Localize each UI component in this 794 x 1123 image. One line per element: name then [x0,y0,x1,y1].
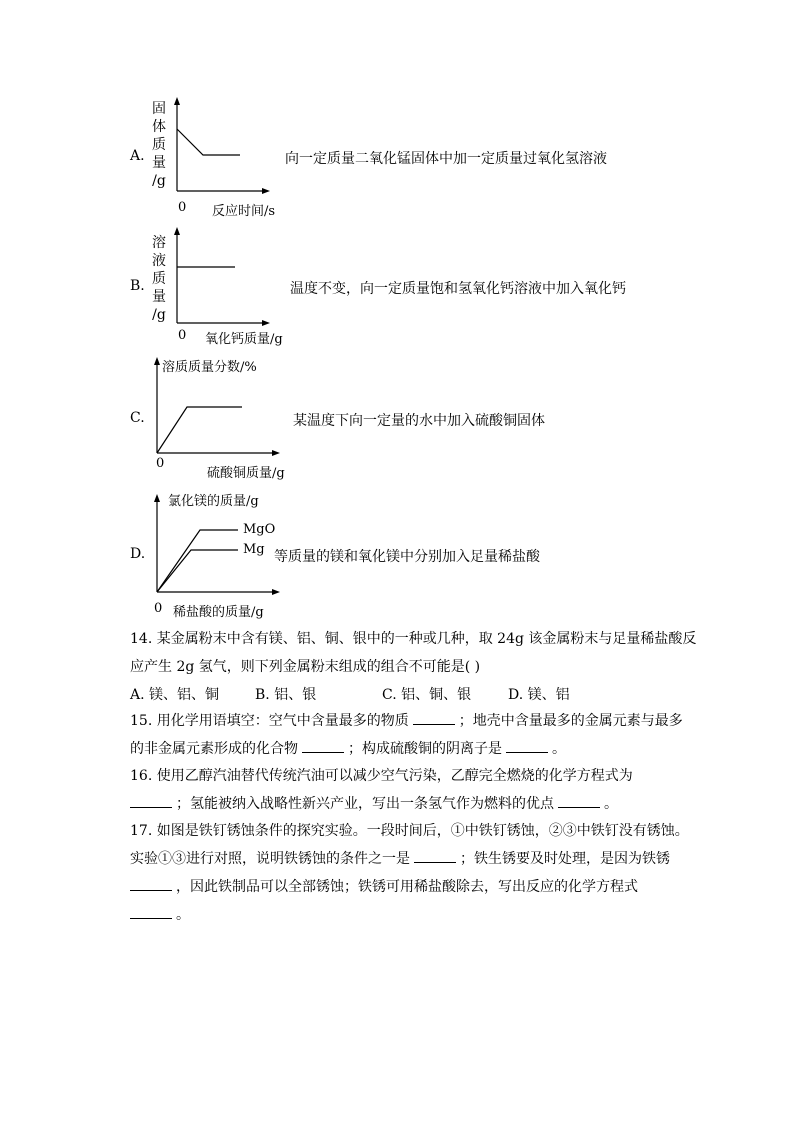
question-17-line: 实验①③进行对照，说明铁锈蚀的条件之一是 ；铁生锈要及时处理，是因为铁锈 [130,851,670,867]
x-axis-label: 硫酸铜质量/g [207,466,285,481]
choice-a[interactable]: A. 镁、铝、铜 [130,687,220,703]
y-axis-label: 溶 液 质 量 /g [152,235,166,323]
origin-label: 0 [154,601,163,616]
question-15-line: 的非金属元素形成的化合物 ；构成硫酸铜的阴离子是 。 [130,741,566,757]
answer-blank[interactable] [558,795,600,808]
answer-blank[interactable] [130,795,172,808]
origin-label: 0 [178,328,187,343]
y-axis-arrow [154,357,160,365]
y-axis-arrow [174,227,180,235]
question-14 [130,625,696,709]
curve-label-mgo: MgO [243,522,276,537]
curve [177,129,240,155]
question-17-line: 。 [130,901,689,929]
curve-mgo [157,530,238,592]
option-caption: 向一定质量二氧化锰固体中加一定质量过氧化氢溶液 [285,151,607,167]
choice-b[interactable]: B. 铝、银 [255,687,317,703]
question-15 [130,707,683,763]
curve-mg [157,550,238,592]
option-letter: A. [130,148,145,164]
x-axis-label: 氧化钙质量/g [205,332,283,347]
question-16 [130,762,633,818]
y-axis-label: 氯化镁的质量/g [168,494,259,509]
y-axis-arrow [154,494,160,502]
x-axis-label: 稀盐酸的质量/g [173,605,264,620]
origin-label: 0 [156,456,165,471]
question-14-line: 14. 某金属粉末中含有镁、铝、铜、银中的一种或几种，取 24g 该金属粉末与足量稀盐酸反 [130,631,697,647]
y-axis-arrow [174,97,180,105]
answer-blank[interactable] [130,878,172,891]
choice-d[interactable]: D. 镁、铝 [508,687,570,703]
curve-label-mg: Mg [243,542,265,557]
option-caption: 温度不变，向一定质量饱和氢氧化钙溶液中加入氧化钙 [290,281,626,297]
question-14-line: 应产生 2g 氢气，则下列金属粉末组成的组合不可能是( ) [130,659,481,675]
option-caption: 等质量的镁和氧化镁中分别加入足量稀盐酸 [274,549,540,565]
answer-blank[interactable] [302,740,344,753]
answer-blank[interactable] [414,850,456,863]
question-16-line: ；氢能被纳入战略性新兴产业，写出一条氢气作为燃料的优点 。 [130,790,633,818]
x-axis-arrow [272,450,280,456]
answer-blank[interactable] [413,712,455,725]
graph-a [170,95,280,205]
question-15-line: 15. 用化学用语填空：空气中含量最多的物质 ；地壳中含量最多的金属元素与最多 [130,713,683,729]
x-axis-label: 反应时间/s [212,204,276,219]
x-axis-arrow [262,320,270,326]
x-axis-arrow [262,188,270,194]
graph-d [150,492,290,597]
option-letter: B. [130,278,145,294]
answer-blank[interactable] [130,906,172,919]
option-letter: D. [130,546,146,562]
x-axis-arrow [272,589,280,595]
y-axis-label: 溶质质量分数/% [162,360,257,375]
choice-c[interactable]: C. 铝、铜、银 [382,687,472,703]
question-16-line: 16. 使用乙醇汽油替代传统汽油可以减少空气污染，乙醇完全燃烧的化学方程式为 [130,768,633,784]
option-letter: C. [130,410,145,426]
question-17-line: 17. 如图是铁钉锈蚀条件的探究实验。一段时间后，①中铁钉锈蚀，②③中铁钉没有锈蚀。 [130,823,689,839]
option-caption: 某温度下向一定量的水中加入硫酸铜固体 [293,413,545,429]
curve [157,407,242,453]
graph-c [150,355,290,460]
question-17-line: ，因此铁制品可以全部锈蚀；铁锈可用稀盐酸除去，写出反应的化学方程式 [130,873,689,901]
answer-blank[interactable] [506,740,548,753]
question-17 [130,817,689,929]
y-axis-label: 固 体 质 量 /g [152,101,166,189]
origin-label: 0 [178,200,187,215]
graph-b [170,225,280,330]
question-14-choices [130,681,696,709]
